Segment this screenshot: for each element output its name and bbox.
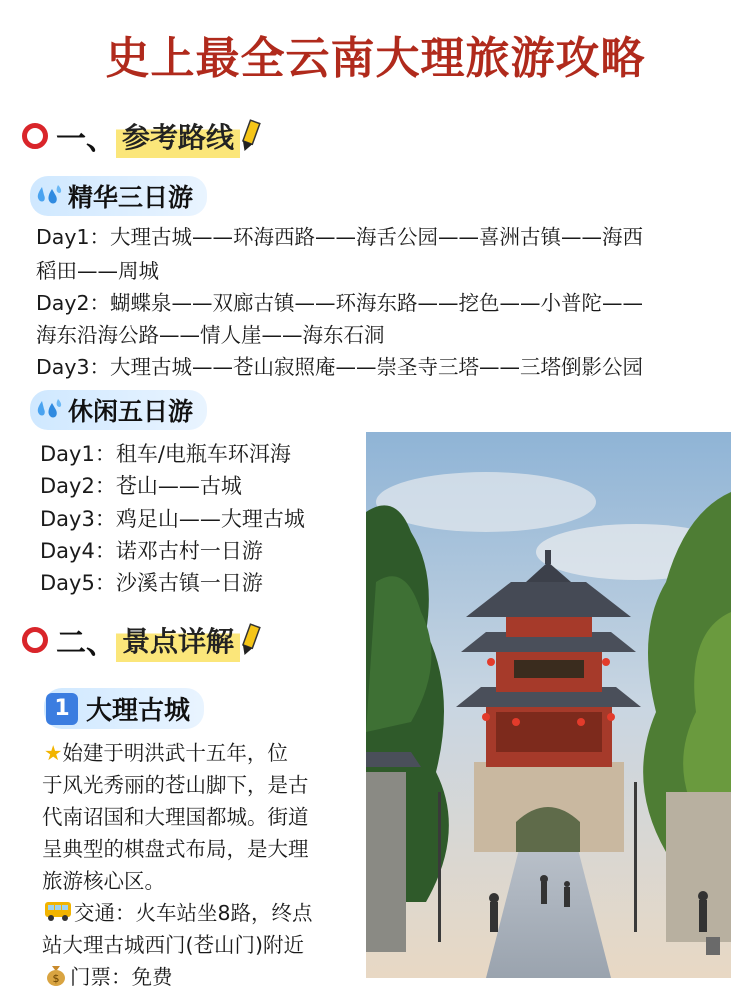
route-3day-line: 稻田——周城 — [36, 259, 159, 283]
spot-header — [44, 688, 204, 729]
route-3day-header — [30, 176, 207, 216]
spot-name: 大理古城 — [86, 696, 191, 726]
spot-transport — [44, 896, 313, 926]
route-5day-header — [30, 390, 207, 430]
pencil-icon — [237, 621, 264, 658]
section-header-spots — [22, 618, 258, 662]
dali-old-town-photo — [366, 432, 731, 978]
sparkle-star-icon: ★ — [44, 741, 63, 765]
spot-desc-line: 代南诏国和大理国都城。街道 — [42, 805, 309, 829]
transport-text: 交通：火车站坐8路，终点 — [74, 901, 313, 925]
spot-desc-line: 呈典型的棋盘式布局，是大理 — [42, 837, 309, 861]
spot-desc-line: 于风光秀丽的苍山脚下，是古 — [42, 773, 309, 797]
section-header-routes — [22, 114, 258, 158]
keycap-number: 1 — [46, 693, 78, 725]
money-bag-icon — [44, 963, 68, 987]
pencil-icon — [237, 117, 264, 154]
sweat-drops-icon — [34, 183, 64, 209]
svg-text:$: $ — [52, 972, 60, 985]
route-3day-line: Day1：大理古城——环海西路——海舌公园——喜洲古镇——海西 — [36, 225, 644, 249]
spot-ticket — [44, 960, 173, 990]
route-3day-line: Day3：大理古城——苍山寂照庵——崇圣寺三塔——三塔倒影公园 — [36, 355, 644, 379]
route-3day-line: Day2：蝴蝶泉——双廊古镇——环海东路——挖色——小普陀—— — [36, 291, 644, 315]
route-5day-line: Day2：苍山——古城 — [40, 474, 242, 498]
bus-icon — [44, 900, 72, 922]
section-number: 二、 — [56, 626, 116, 661]
route-3day-label: 精华三日游 — [68, 183, 194, 212]
route-5day-line: Day3：鸡足山——大理古城 — [40, 507, 305, 531]
route-3day-line: 海东沿海公路——情人崖——海东石洞 — [36, 323, 385, 347]
route-5day-label: 休闲五日游 — [68, 397, 194, 426]
route-5day-line: Day5：沙溪古镇一日游 — [40, 571, 263, 595]
spot-desc-text: 始建于明洪武十五年，位 — [62, 741, 288, 765]
section-number: 一、 — [56, 122, 116, 157]
route-5day-line: Day1：租车/电瓶车环洱海 — [40, 442, 291, 466]
red-circle-icon — [22, 627, 48, 653]
spot-transport-line: 站大理古城西门(苍山门)附近 — [42, 933, 304, 957]
sweat-drops-icon — [34, 397, 64, 423]
page-title: 史上最全云南大理旅游攻略 — [105, 33, 646, 84]
section-label: 参考路线 — [116, 114, 240, 158]
spot-desc-line: 旅游核心区。 — [42, 869, 165, 893]
red-circle-icon — [22, 123, 48, 149]
section-label: 景点详解 — [116, 618, 240, 662]
spot-desc-line — [44, 736, 288, 766]
route-5day-line: Day4：诺邓古村一日游 — [40, 539, 263, 563]
ticket-text: 门票：免费 — [70, 965, 173, 989]
